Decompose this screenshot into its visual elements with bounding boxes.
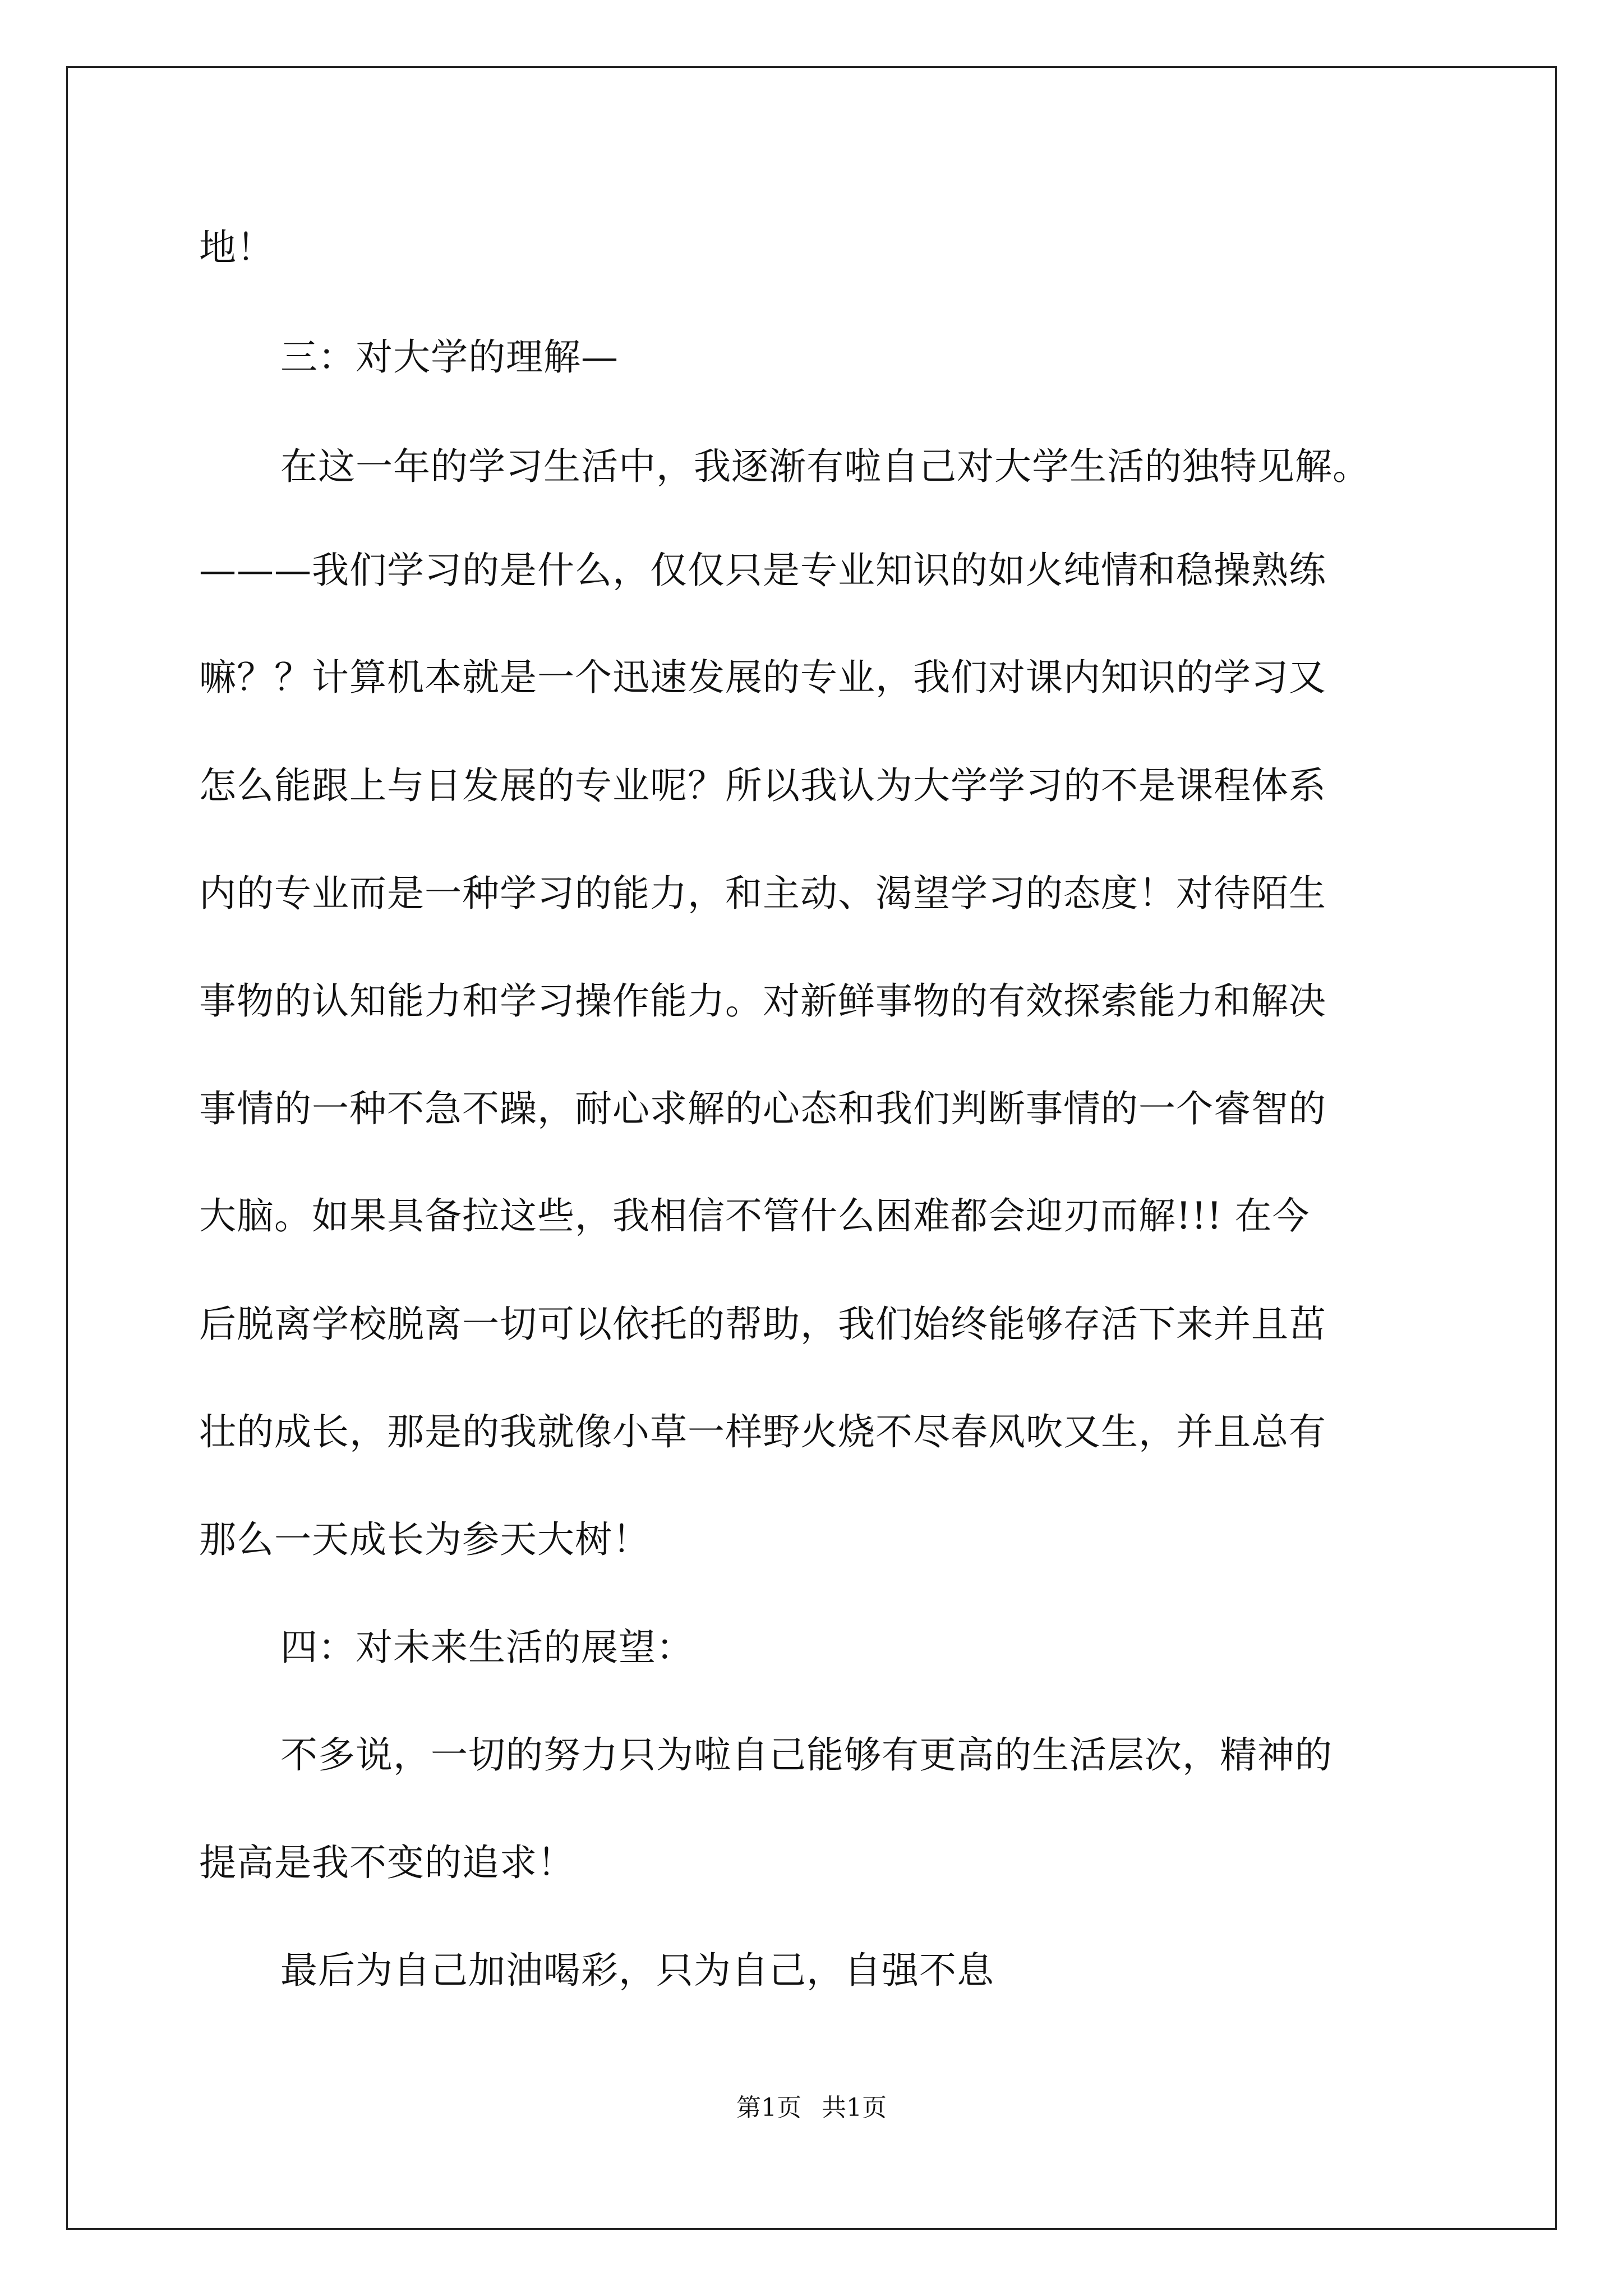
text-line: 提高是我不变的追求！: [199, 1841, 575, 1884]
text-line: 怎么能跟上与日发展的专业呢？所以我认为大学学习的不是课程体系: [199, 764, 1326, 807]
text-line: 大脑。如果具备拉这些，我相信不管什么困难都会迎刃而解!!! 在今: [199, 1194, 1310, 1237]
text-line: ———我们学习的是什么，仅仅只是专业知识的如火纯情和稳操熟练: [199, 549, 1326, 592]
text-line: 壮的成长，那是的我就像小草一样野火烧不尽春风吹又生，并且总有: [199, 1410, 1326, 1453]
text-line: 事物的认知能力和学习操作能力。对新鲜事物的有效探索能力和解决: [199, 979, 1326, 1023]
page-border: [66, 66, 1557, 2230]
page-total: 共1页: [822, 2093, 887, 2122]
section-heading: 四：对未来生活的展望：: [280, 1626, 694, 1669]
text-line: 地！: [199, 226, 274, 269]
text-line: 后脱离学校脱离一切可以依托的帮助，我们始终能够存活下来并且茁: [199, 1303, 1326, 1346]
section-heading: 三：对大学的理解—: [280, 335, 619, 379]
text-line: 那么一天成长为参天大树！: [199, 1518, 650, 1561]
page-number: 第1页: [736, 2093, 801, 2122]
text-line: 最后为自己加油喝彩，只为自己，自强不息: [280, 1949, 994, 1992]
text-line: 事情的一种不急不躁，耐心求解的心态和我们判断事情的一个睿智的: [199, 1087, 1326, 1130]
text-line: 不多说，一切的努力只为啦自己能够有更高的生活层次，精神的: [280, 1733, 1332, 1777]
text-line: 在这一年的学习生活中，我逐渐有啦自己对大学生活的独特见解。: [280, 445, 1370, 488]
text-line: 内的专业而是一种学习的能力，和主动、渴望学习的态度！对待陌生: [199, 872, 1326, 915]
text-line: 嘛？？计算机本就是一个迅速发展的专业，我们对课内知识的学习又: [199, 656, 1326, 699]
page-footer: [0, 2092, 1623, 2124]
